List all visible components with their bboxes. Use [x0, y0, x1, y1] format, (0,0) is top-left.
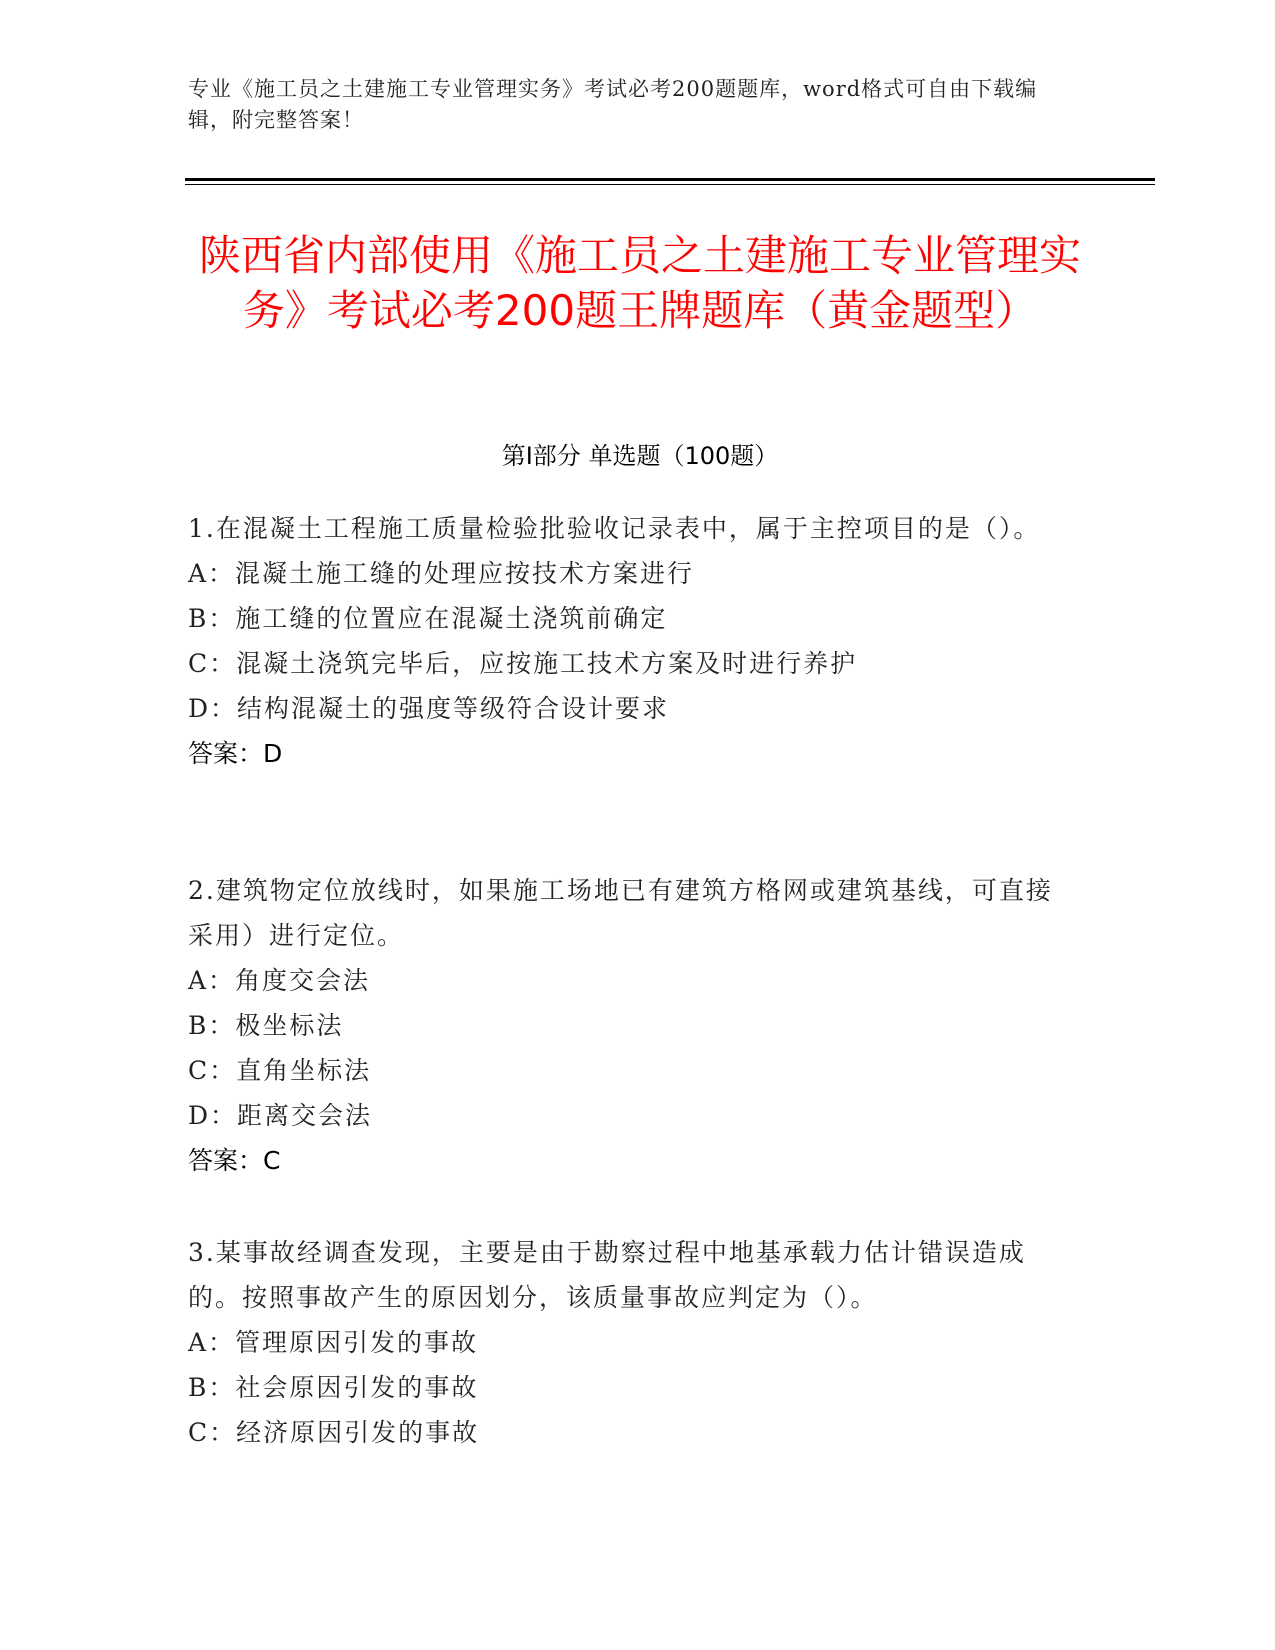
option-b: B：极坐标法 — [188, 1011, 344, 1040]
document-title: 陕西省内部使用《施工员之土建施工专业管理实务》考试必考200题王牌题库（黄金题型） — [198, 231, 1081, 335]
option-c: C：直角坐标法 — [188, 1056, 372, 1085]
question-3 — [188, 1230, 1068, 1455]
section-heading: 第I部分 单选题（100题） — [501, 442, 779, 470]
header-note: 专业《施工员之土建施工专业管理实务》考试必考200题题库，word格式可自由下载编辑，附完整答案！ — [188, 77, 1038, 132]
option-a: A：管理原因引发的事故 — [188, 1328, 479, 1357]
option-d: D：结构混凝土的强度等级符合设计要求 — [188, 694, 670, 723]
option-a: A：混凝土施工缝的处理应按技术方案进行 — [188, 559, 695, 588]
question-stem: 2.建筑物定位放线时，如果施工场地已有建筑方格网或建筑基线，可直接采用）进行定位。 — [188, 876, 1053, 950]
option-b: B：社会原因引发的事故 — [188, 1373, 479, 1402]
option-a: A：角度交会法 — [188, 966, 371, 995]
option-d: D：距离交会法 — [188, 1101, 373, 1130]
header-divider-thin — [185, 184, 1155, 185]
answer: 答案：C — [188, 1146, 281, 1175]
answer: 答案：D — [188, 739, 283, 768]
question-stem: 3.某事故经调查发现，主要是由于勘察过程中地基承载力估计错误造成的。按照事故产生的原因划分，该质量事故应判定为（）。 — [188, 1238, 1026, 1312]
question-stem: 1.在混凝土工程施工质量检验批验收记录表中，属于主控项目的是（）。 — [188, 514, 1041, 543]
option-c: C：混凝土浇筑完毕后，应按施工技术方案及时进行养护 — [188, 649, 858, 678]
question-2 — [188, 868, 1068, 1183]
option-b: B：施工缝的位置应在混凝土浇筑前确定 — [188, 604, 668, 633]
question-1 — [188, 506, 1068, 776]
header-divider-thick — [185, 178, 1155, 181]
option-c: C：经济原因引发的事故 — [188, 1418, 480, 1447]
